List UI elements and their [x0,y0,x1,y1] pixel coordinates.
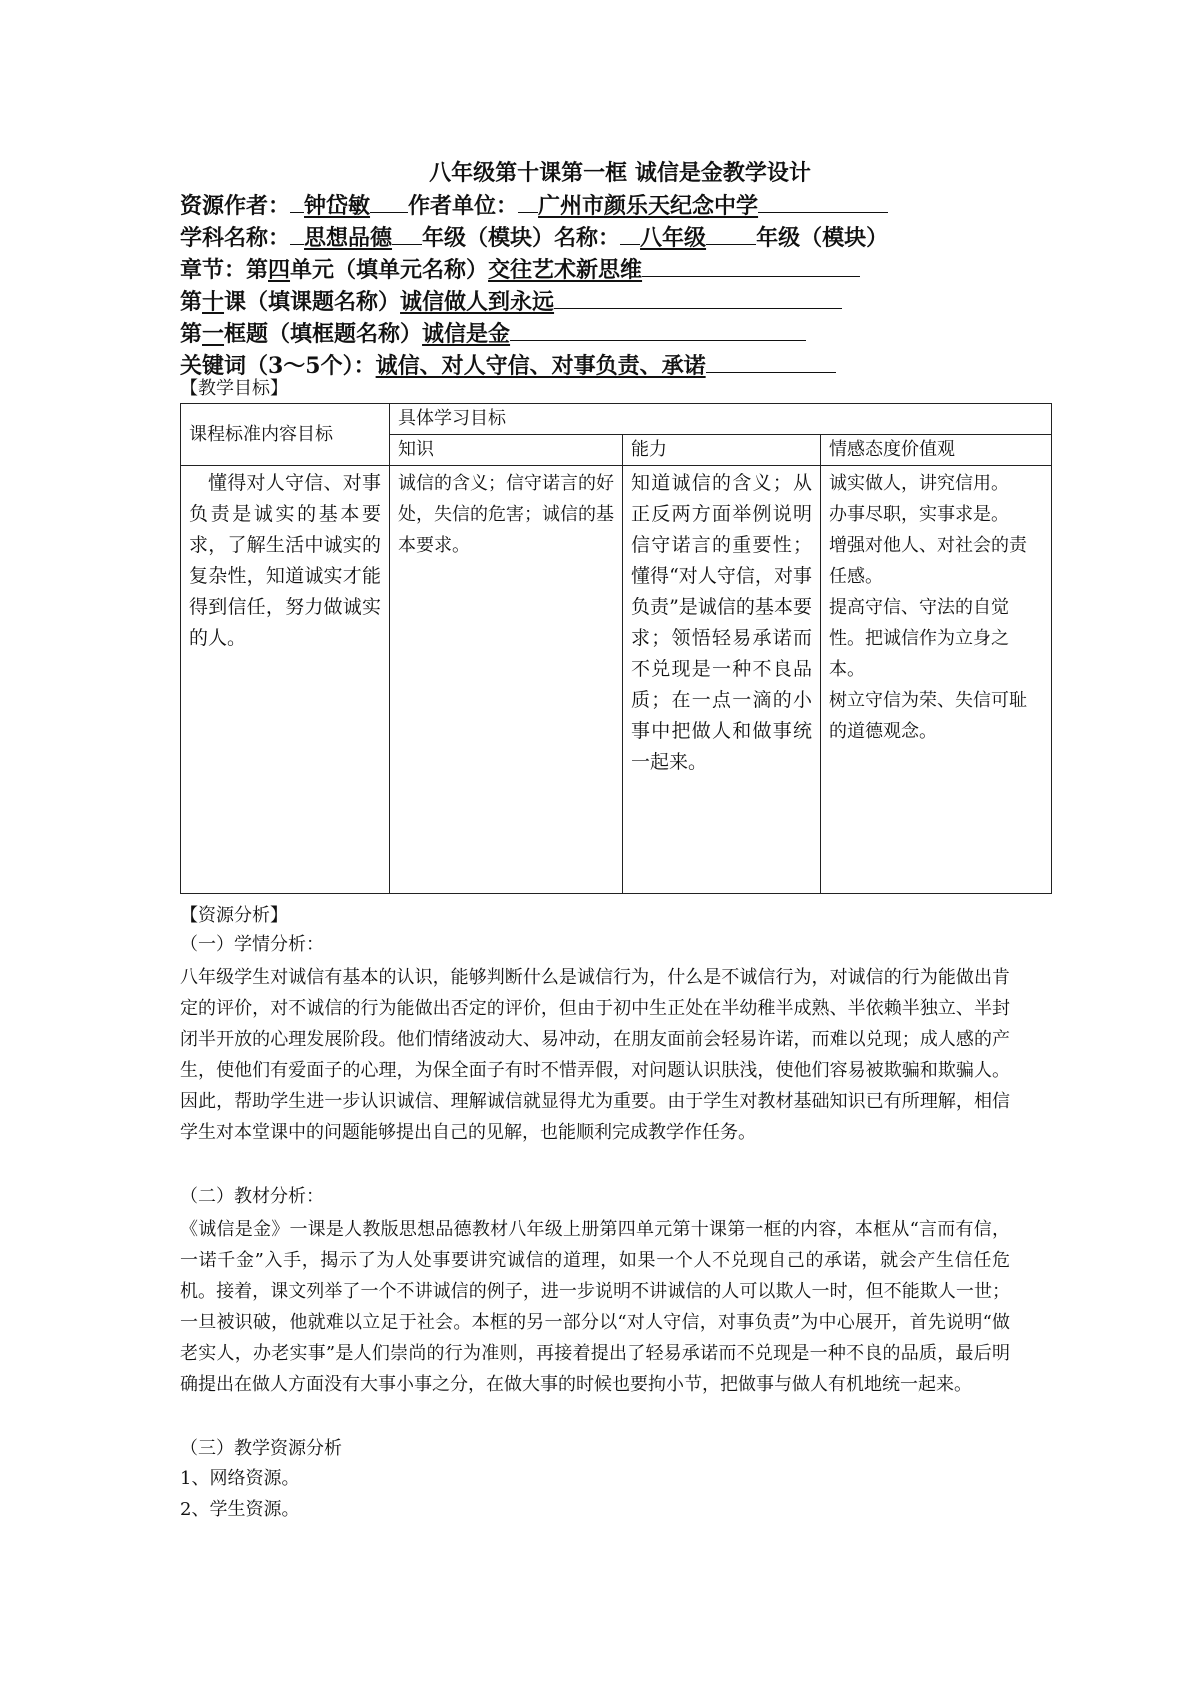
resource-item: 2、学生资源。 [180,1499,300,1520]
grade-label: 年级（模块）名称： [422,225,621,251]
header-knowledge: 知识 [390,435,623,466]
header-standard: 课程标准内容目标 [181,404,390,466]
resource-item: 1、网络资源。 [180,1468,300,1489]
student-analysis-text: 八年级学生对诚信有基本的认识，能够判断什么是诚信行为，什么是不诚信行为，对诚信的行为能做出肯定的评价，对不诚信的行为能做出否定的评价，但由于初中生正处在半幼稚半成熟、半依赖半独立、半封闭半开放的心理发展阶段。他们情绪波动大、易冲动，在朋友面前会轻易许诺，而难以兑现；成人感的产生，使他们有爱面子的心理，为保全面子有时不惜弄假，对问题认识肤浅，使他们容易被欺骗和欺骗人。因此，帮助学生进一步认识诚信、理解诚信就显得尤为重要。由于学生对教材基础知识已有所理解，相信学生对本堂课中的问题能够提出自己的见解，也能顺利完成教学作任务。 [180,967,1010,1143]
cell-standard: 懂得对人守信、对事负责是诚实的基本要求，了解生活中诚实的复杂性，知道诚实才能得到信任，努力做诚实的人。 [181,466,390,894]
textbook-analysis-title: （二）教材分析： [180,1186,324,1207]
emotion-item: 增强对他人、对社会的责任感。 [829,535,1027,587]
cell-knowledge: 诚信的含义；信守诺言的好处，失信的危害；诚信的基本要求。 [390,466,623,894]
chapter-line [180,254,860,285]
lesson-line [180,286,842,317]
author-label: 资源作者： [180,193,291,219]
chapter-mid: 单元（填单元名称） [290,257,489,283]
textbook-analysis-text: 《诚信是金》一课是人教版思想品德教材八年级上册第四单元第十课第一框的内容，本框从“言而有信，一诺千金”入手，揭示了为人处事要讲究诚信的道理，如果一个人不兑现自己的承诺，就会产生信任危机。接着，课文列举了一个不讲诚信的例子，进一步说明不讲诚信的人可以欺人一时，但不能欺人一世；一旦被识破，他就难以立足于社会。本框的另一部分以“对人守信，对事负责”为中心展开，首先说明“做老实人，办老实事”是人们崇尚的行为准则，再接着提出了轻易承诺而不兑现是一种不良的品质，最后明确提出在做人方面没有大事小事之分，在做大事的时候也要拘小节，把做事与做人有机地统一起来。 [180,1219,1010,1395]
chapter-name: 交往艺术新思维 [488,257,643,283]
lesson-number: 十 [202,289,225,315]
frame-number: 一 [202,321,225,347]
document-title: 八年级第十课第一框 诚信是金教学设计 [429,160,811,186]
header-specific-goals: 具体学习目标 [390,404,1052,435]
cell-ability: 知道诚信的含义；从正反两方面举例说明信守诺言的重要性；懂得“对人守信，对事负责”是诚信的基本要求；领悟轻易承诺而不兑现是一种不良品质；在一点一滴的小事中把做人和做事统一起来。 [623,466,821,894]
section-teaching-goals: 【教学目标】 [180,378,288,399]
unit-label: 作者单位： [408,193,519,219]
goals-table [180,403,1052,894]
subject-label: 学科名称： [180,225,291,251]
subject-line [180,222,888,253]
section-resource-analysis: 【资源分析】 [180,905,288,926]
lesson-prefix: 第 [180,289,203,315]
subject-value: 思想品德 [304,225,393,251]
frame-prefix: 第 [180,321,203,347]
chapter-prefix: 章节：第 [180,257,269,283]
header-ability: 能力 [623,435,821,466]
unit-value: 广州市颜乐天纪念中学 [538,193,759,219]
emotion-item: 办事尽职，实事求是。 [829,504,1009,525]
emotion-item: 提高守信、守法的自觉性。把诚信作为立身之本。 [829,597,1009,680]
emotion-item: 树立守信为荣、失信可耻的道德观念。 [829,690,1027,742]
header-emotion: 情感态度价值观 [821,435,1052,466]
grade-value: 八年级 [640,225,707,251]
author-value: 钟岱敏 [304,193,371,219]
keywords-value: 诚信、对人守信、对事负责、承诺 [375,353,706,379]
frame-mid: 框题（填框题名称） [224,321,423,347]
frame-name: 诚信是金 [422,321,511,347]
lesson-mid: 课（填课题名称） [224,289,401,315]
chapter-number: 四 [268,257,291,283]
author-line [180,190,888,221]
emotion-item: 诚实做人，讲究信用。 [829,473,1009,494]
keywords-label: 关键词（3～5个）： [180,353,376,379]
grade-suffix: 年级（模块） [756,225,889,251]
resource-analysis-title: （三）教学资源分析 [180,1438,342,1459]
student-analysis-title: （一）学情分析： [180,934,324,955]
cell-emotion [821,466,1052,894]
frame-line [180,318,806,349]
lesson-name: 诚信做人到永远 [400,289,555,315]
